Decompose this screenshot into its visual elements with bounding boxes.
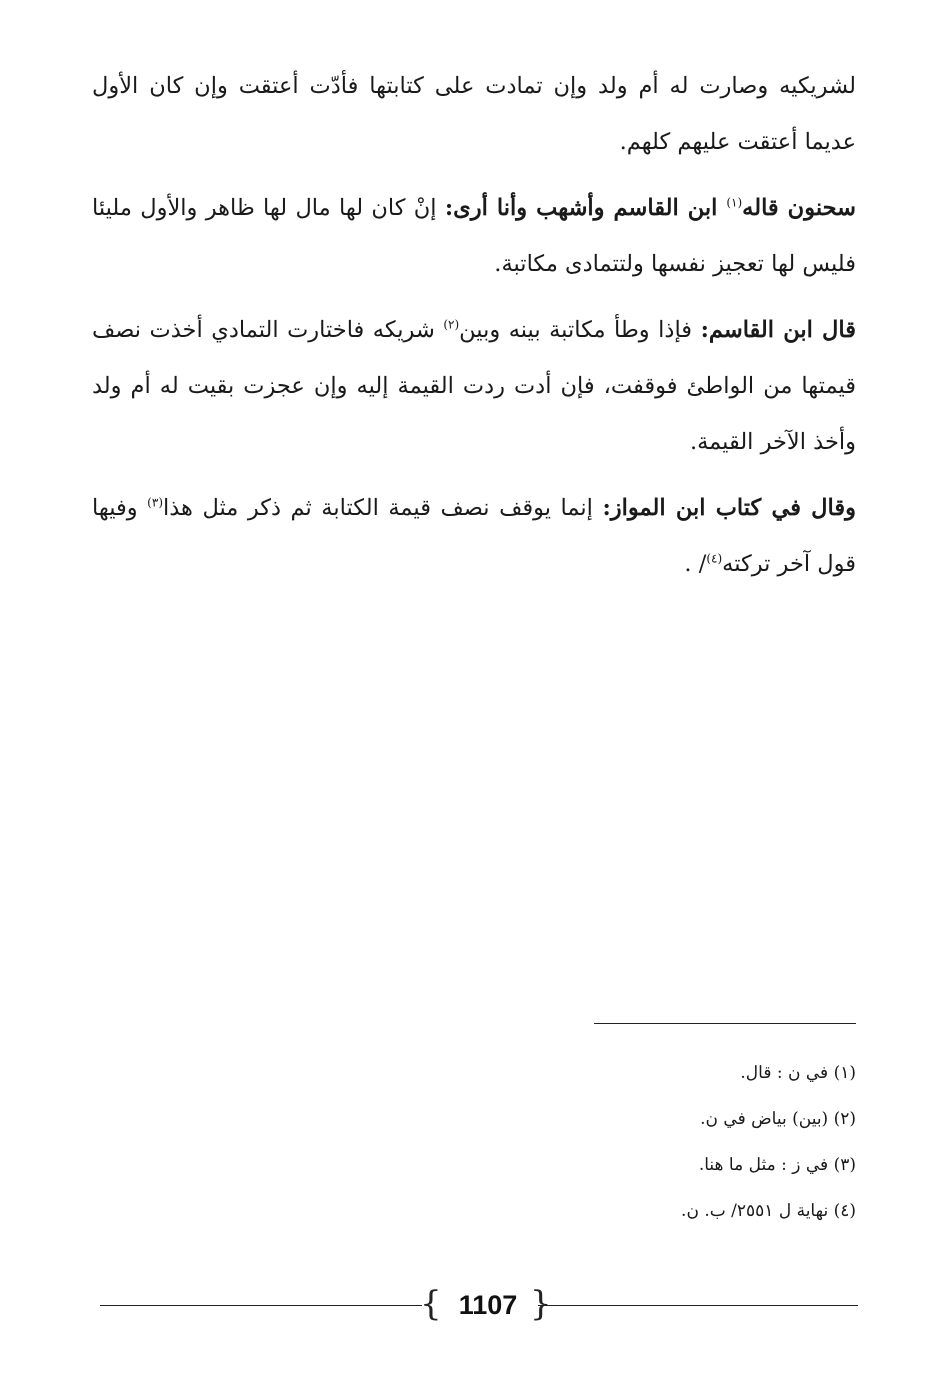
paragraph-1 (92, 58, 856, 170)
footnote-3: (٣) في ز : مثل ما هنا. (698, 1155, 856, 1175)
main-text (92, 58, 856, 602)
paragraph-4-text-b: وفيها قول آخر تركته (92, 495, 856, 577)
paragraph-3-lead: قال ابن القاسم: (700, 317, 856, 343)
footer-rule-right (538, 1305, 858, 1306)
paragraph-3-text-b: شريكه فاختارت التمادي أخذت نصف قيمتها من الواطئ فوقفت، فإن أدت ردت القيمة إليه وإن عجزت بقيت له أم ولد وأخذ الآخر القيمة. (92, 317, 856, 455)
paragraph-4-lead: وقال في كتاب ابن المواز: (602, 495, 856, 521)
paragraph-4 (92, 480, 856, 592)
footnotes (96, 1050, 856, 1234)
page-number: 1107 (458, 1290, 518, 1320)
footnote-1: (١) في ن : قال. (740, 1063, 856, 1083)
footer-close-brace: } (530, 1284, 552, 1324)
paragraph-2-lead: سحنون قاله (742, 195, 856, 221)
footnote-ref-1[interactable]: (١) (726, 195, 743, 210)
footnote-ref-3[interactable]: (٣) (147, 495, 163, 510)
footnote-ref-2[interactable]: (٢) (443, 317, 460, 332)
footer-open-brace: { (420, 1284, 442, 1324)
paragraph-2 (92, 180, 856, 292)
paragraph-2-lead-continued: ابن القاسم وأشهب وأنا أرى: (444, 195, 727, 221)
paragraph-4-text-a: إنما يوقف نصف قيمة الكتابة ثم ذكر مثل هذا (163, 495, 603, 521)
paragraph-4-text-c: / . (684, 551, 707, 577)
paragraph-3-text-a: فإذا وطأ مكاتبة بينه وبين (459, 317, 701, 343)
footnote-4: (٤) نهاية ل ٢٥٥١/ ب. ن. (681, 1201, 856, 1221)
paragraph-1-text: لشريكيه وصارت له أم ولد وإن تمادت على كتابتها فأدّت أعتقت وإن كان الأول عديما أعتقت عليهم كلهم. (92, 73, 856, 155)
page-footer (100, 1284, 858, 1328)
paragraph-2-text: إنْ كان لها مال لها ظاهر والأول مليئا فليس لها تعجيز نفسها ولتتمادى مكاتبة. (92, 195, 856, 277)
footnote-2: (٢) (بين) بياض في ن. (700, 1109, 856, 1129)
paragraph-3 (92, 302, 856, 470)
footer-rule-left (100, 1305, 422, 1306)
footnote-divider (594, 1023, 856, 1024)
footnote-ref-4[interactable]: (٤) (706, 551, 723, 566)
